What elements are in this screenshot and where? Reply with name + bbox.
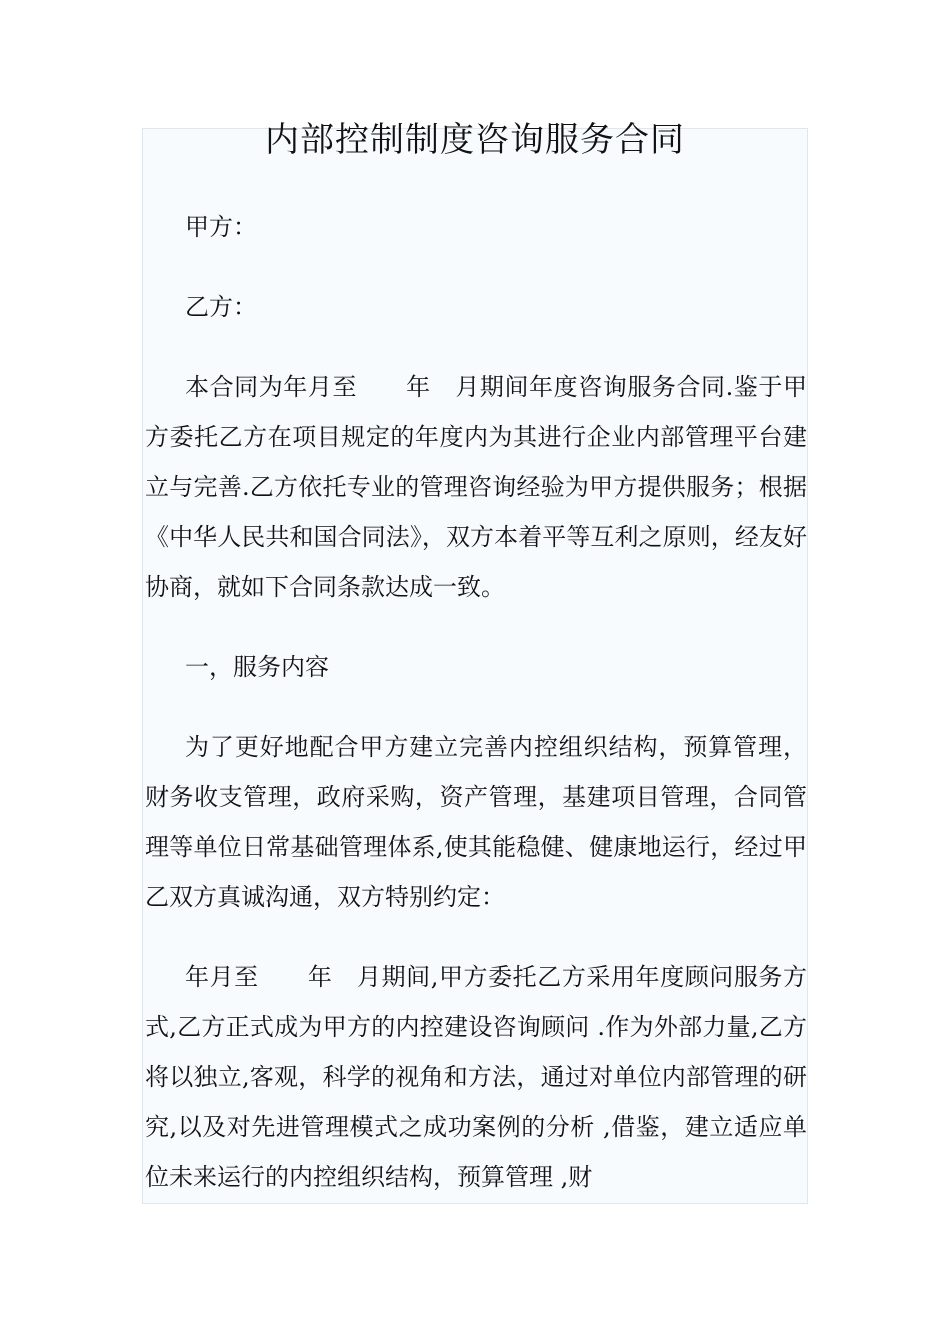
party-a-line: 甲方：: [185, 213, 257, 241]
service-term-paragraph: 年月至 年 月期间,甲方委托乙方采用年度顾问服务方式,乙方正式成为甲方的内控建设咨询顾问 .作为外部力量,乙方将以独立,客观，科学的视角和方法，通过对单位内部管理的研究,以及对先进管理模式之成功案例的分析 ,借鉴，建立适应单位未来运行的内控组织结构，预算管理 ,财: [145, 963, 807, 1191]
document-title: 内部控制制度咨询服务合同: [265, 120, 685, 160]
intro-paragraph: 本合同为年月至 年 月期间年度咨询服务合同.鉴于甲方委托乙方在项目规定的年度内为其进行企业内部管理平台建立与完善.乙方依托专业的管理咨询经验为甲方提供服务；根据《中华人民共和国合同法》，双方本着平等互利之原则，经友好协商，就如下合同条款达成一致。: [145, 373, 807, 601]
section-heading-service-content: 一，服务内容: [185, 653, 329, 681]
party-b-line: 乙方：: [185, 293, 257, 321]
service-purpose-paragraph: 为了更好地配合甲方建立完善内控组织结构，预算管理，财务收支管理，政府采购，资产管理，基建项目管理，合同管理等单位日常基础管理体系,使其能稳健、健康地运行，经过甲乙双方真诚沟通，双方特别约定：: [145, 733, 807, 911]
document-body: [145, 202, 807, 1232]
